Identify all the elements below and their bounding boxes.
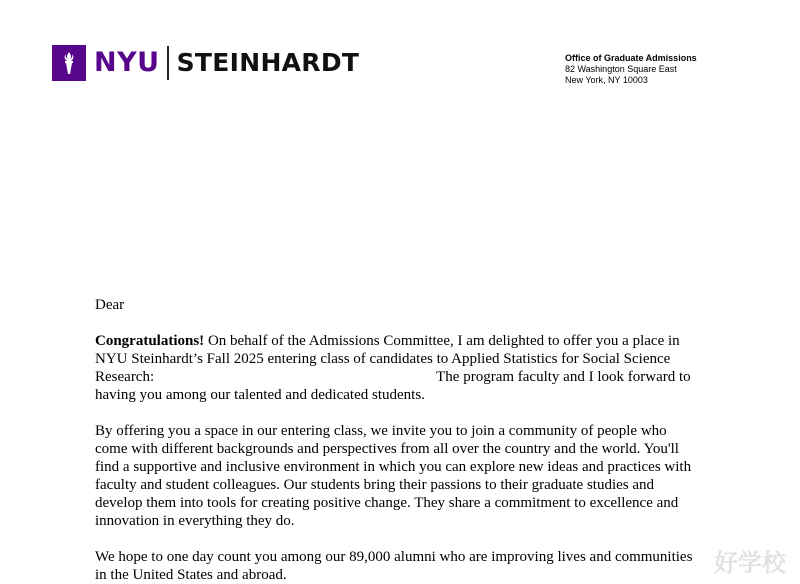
brand-nyu: NYU [94, 47, 160, 78]
address-city: New York, NY 10003 [565, 75, 648, 85]
paragraph-alumni: We hope to one day count you among our 89,000 alumni who are improving lives and communities in the United States and abroad. [95, 549, 693, 583]
logo-divider [167, 46, 169, 80]
brand-school: STEINHARDT [176, 48, 360, 77]
nyu-torch-icon [52, 45, 86, 81]
paragraph-congratulations: Congratulations! On behalf of the Admissions Committee, I am delighted to offer you a place in NYU Steinhardt’s Fall 2025 entering class of candidates to Applied Statistics for Social Science Research: The program faculty and I look forward to having you among our talented and dedicated students. [95, 333, 691, 403]
address-street: 82 Washington Square East [565, 64, 677, 74]
nyu-steinhardt-logo [52, 45, 359, 81]
office-name: Office of Graduate Admissions [565, 53, 697, 63]
paragraph-community: By offering you a space in our entering class, we invite you to join a community of people who come with different backgrounds and perspectives from all over the country and the world. You'll find a supportive and inclusive environment in which you can explore new ideas and practices with faculty and student colleagues. Our students bring their passions to their graduate studies and develop them into tools for creating positive change. They share a commitment to excellence and innovation in everything they do. [95, 423, 692, 529]
letter-body [95, 296, 735, 584]
office-address [565, 53, 697, 86]
watermark: 好学校 [714, 549, 786, 577]
salutation: Dear [95, 297, 125, 313]
congratulations-bold: Congratulations! [95, 333, 205, 349]
